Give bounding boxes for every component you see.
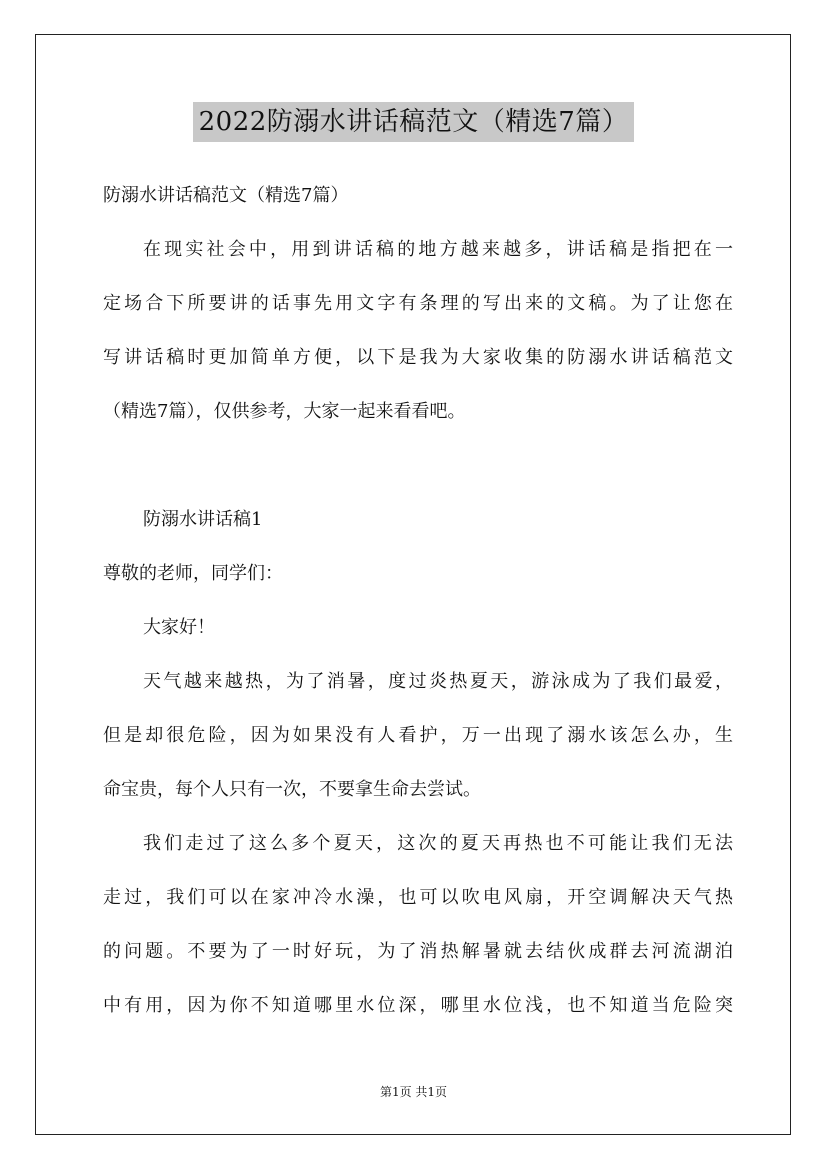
intro-line: 在现实社会中，用到讲话稿的地方越来越多，讲话稿是指把在一: [143, 239, 733, 260]
paragraph-line: 走过，我们可以在家冲冷水澡，也可以吹电风扇，开空调解决天气热: [103, 887, 733, 908]
page-number: 第1页 共1页: [379, 1085, 448, 1099]
section-heading: 防溺水讲话稿1: [143, 509, 263, 530]
paragraph-line: 的问题。不要为了一时好玩，为了消热解暑就去结伙成群去河流湖泊: [103, 941, 733, 962]
paragraph-line: 中有用，因为你不知道哪里水位深，哪里水位浅，也不知道当危险突: [103, 995, 733, 1016]
intro-line: 定场合下所要讲的话事先用文字有条理的写出来的文稿。为了让您在: [103, 293, 733, 314]
paragraph-line: 天气越来越热，为了消暑，度过炎热夏天，游泳成为了我们最爱，: [143, 671, 733, 692]
intro-line: 写讲话稿时更加简单方便，以下是我为大家收集的防溺水讲话稿范文: [103, 347, 733, 368]
document-title: 2022防溺水讲话稿范文（精选7篇）: [193, 102, 635, 142]
page-footer: [0, 1082, 827, 1102]
paragraph-line: 我们走过了这么多个夏天，这次的夏天再热也不可能让我们无法: [143, 833, 733, 854]
salutation: 尊敬的老师，同学们：: [103, 563, 283, 584]
title-container: [0, 102, 827, 142]
greeting: 大家好！: [143, 617, 215, 638]
intro-line: （精选7篇），仅供参考，大家一起来看看吧。: [103, 401, 466, 422]
blank-line: [103, 439, 733, 493]
paragraph-line: 但是却很危险，因为如果没有人看护，万一出现了溺水该怎么办，生: [103, 725, 733, 746]
document-subtitle: 防溺水讲话稿范文（精选7篇）: [103, 185, 349, 206]
paragraph-line: 命宝贵，每个人只有一次，不要拿生命去尝试。: [103, 779, 481, 800]
document-body: [103, 169, 733, 1033]
